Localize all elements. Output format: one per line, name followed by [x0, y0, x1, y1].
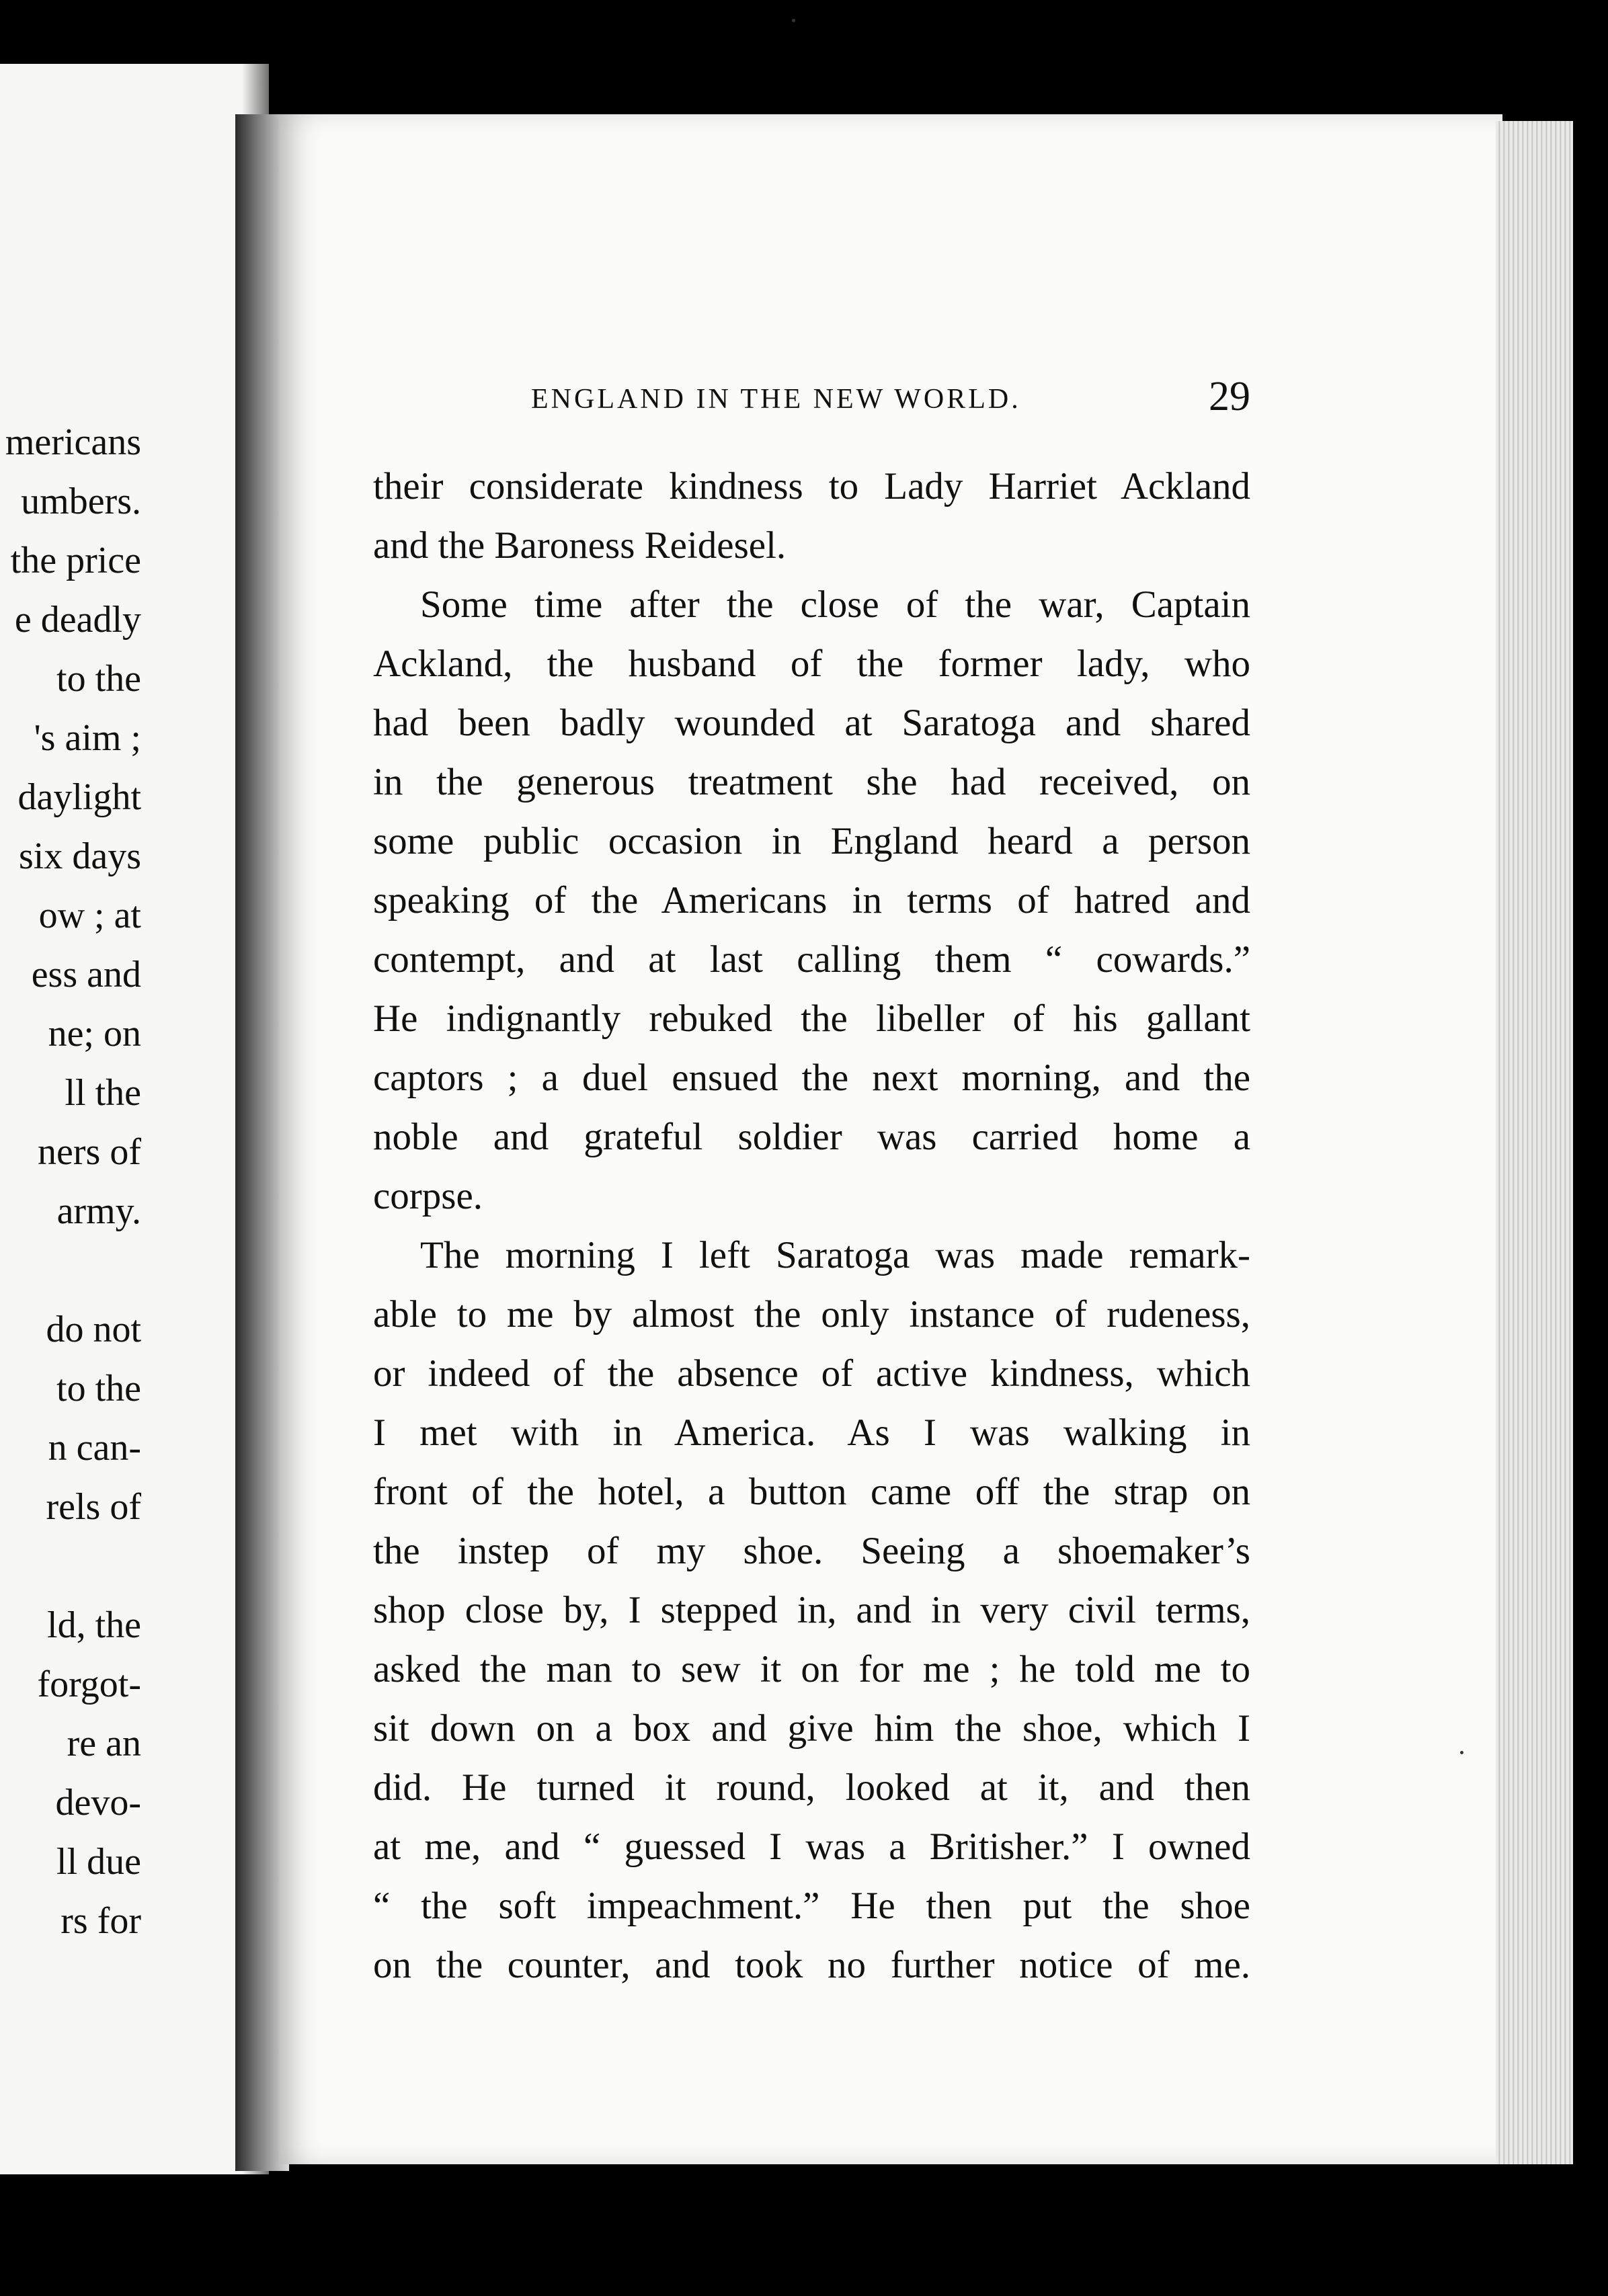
previous-page-line: ow ; at — [38, 895, 141, 936]
text-line: the instep of my shoe. Seeing a shoemaker’s — [373, 1530, 1250, 1572]
previous-page-line: ess and — [31, 954, 141, 995]
previous-page-line: re an — [67, 1723, 141, 1764]
text-line: I met with in America. As I was walking in — [373, 1411, 1250, 1454]
previous-page-line: to the — [56, 658, 141, 700]
previous-page-line: ne; on — [48, 1013, 141, 1055]
text-line: had been badly wounded at Saratoga and shared — [373, 702, 1250, 744]
text-line: at me, and “ guessed I was a Britisher.” I owned — [373, 1826, 1250, 1868]
text-line: on the counter, and took no further notice of me. — [373, 1944, 1250, 1986]
previous-page-line: ll the — [65, 1072, 141, 1114]
previous-page-line: rs for — [61, 1900, 141, 1942]
previous-page-line: the price — [10, 540, 141, 581]
previous-page-line: n can- — [48, 1427, 141, 1469]
text-line: able to me by almost the only instance of rudeness, — [373, 1293, 1250, 1336]
text-line: their considerate kindness to Lady Harriet Ackland — [373, 465, 1250, 507]
previous-page-line: e deadly — [14, 599, 141, 641]
text-line: noble and grateful soldier was carried home a — [373, 1116, 1250, 1158]
scan-speck — [1460, 1751, 1463, 1754]
previous-page-line: six days — [19, 835, 141, 877]
previous-page-line: forgot- — [37, 1664, 141, 1705]
text-line: asked the man to sew it on for me ; he told me to — [373, 1648, 1250, 1690]
previous-page-line: umbers. — [21, 481, 141, 522]
text-line: Ackland, the husband of the former lady, who — [373, 643, 1250, 685]
text-line: shop close by, I stepped in, and in very civil terms, — [373, 1589, 1250, 1631]
text-line: sit down on a box and give him the shoe, which I — [373, 1707, 1250, 1750]
previous-page-line: devo- — [55, 1782, 141, 1823]
text-line: The morning I left Saratoga was made remark- — [420, 1234, 1250, 1276]
previous-page — [0, 64, 269, 2174]
text-line: in the generous treatment she had received, on — [373, 761, 1250, 803]
text-line: or indeed of the absence of active kindness, which — [373, 1352, 1250, 1395]
previous-page-line: army. — [56, 1190, 141, 1232]
text-line: speaking of the Americans in terms of hatred and — [373, 879, 1250, 921]
page-number: 29 — [1209, 374, 1250, 419]
running-head: ENGLAND IN THE NEW WORLD. — [531, 384, 1021, 415]
scan-speck — [792, 19, 795, 22]
previous-page-line: 's aim ; — [34, 717, 141, 759]
previous-page-line: ners of — [38, 1131, 141, 1173]
text-line: corpse. — [373, 1175, 483, 1217]
text-line: did. He turned it round, looked at it, and then — [373, 1766, 1250, 1809]
text-line: front of the hotel, a button came off the strap on — [373, 1471, 1250, 1513]
previous-page-line: ld, the — [47, 1604, 141, 1646]
text-line: Some time after the close of the war, Captain — [420, 583, 1250, 626]
text-line: captors ; a duel ensued the next morning, and the — [373, 1057, 1250, 1099]
text-line: and the Baroness Reidesel. — [373, 524, 787, 567]
text-line: contempt, and at last calling them “ cowards.” — [373, 938, 1250, 981]
page-edges — [1496, 121, 1573, 2164]
text-line: some public occasion in England heard a person — [373, 820, 1250, 862]
text-line: He indignantly rebuked the libeller of his gallant — [373, 997, 1250, 1040]
previous-page-line: do not — [46, 1309, 141, 1350]
previous-page-line: daylight — [17, 776, 141, 818]
text-line: “ the soft impeachment.” He then put the shoe — [373, 1885, 1250, 1927]
previous-page-line: rels of — [46, 1486, 141, 1528]
previous-page-line: ll due — [56, 1841, 141, 1883]
previous-page-line: mericans — [5, 421, 141, 463]
previous-page-line: to the — [56, 1368, 141, 1409]
